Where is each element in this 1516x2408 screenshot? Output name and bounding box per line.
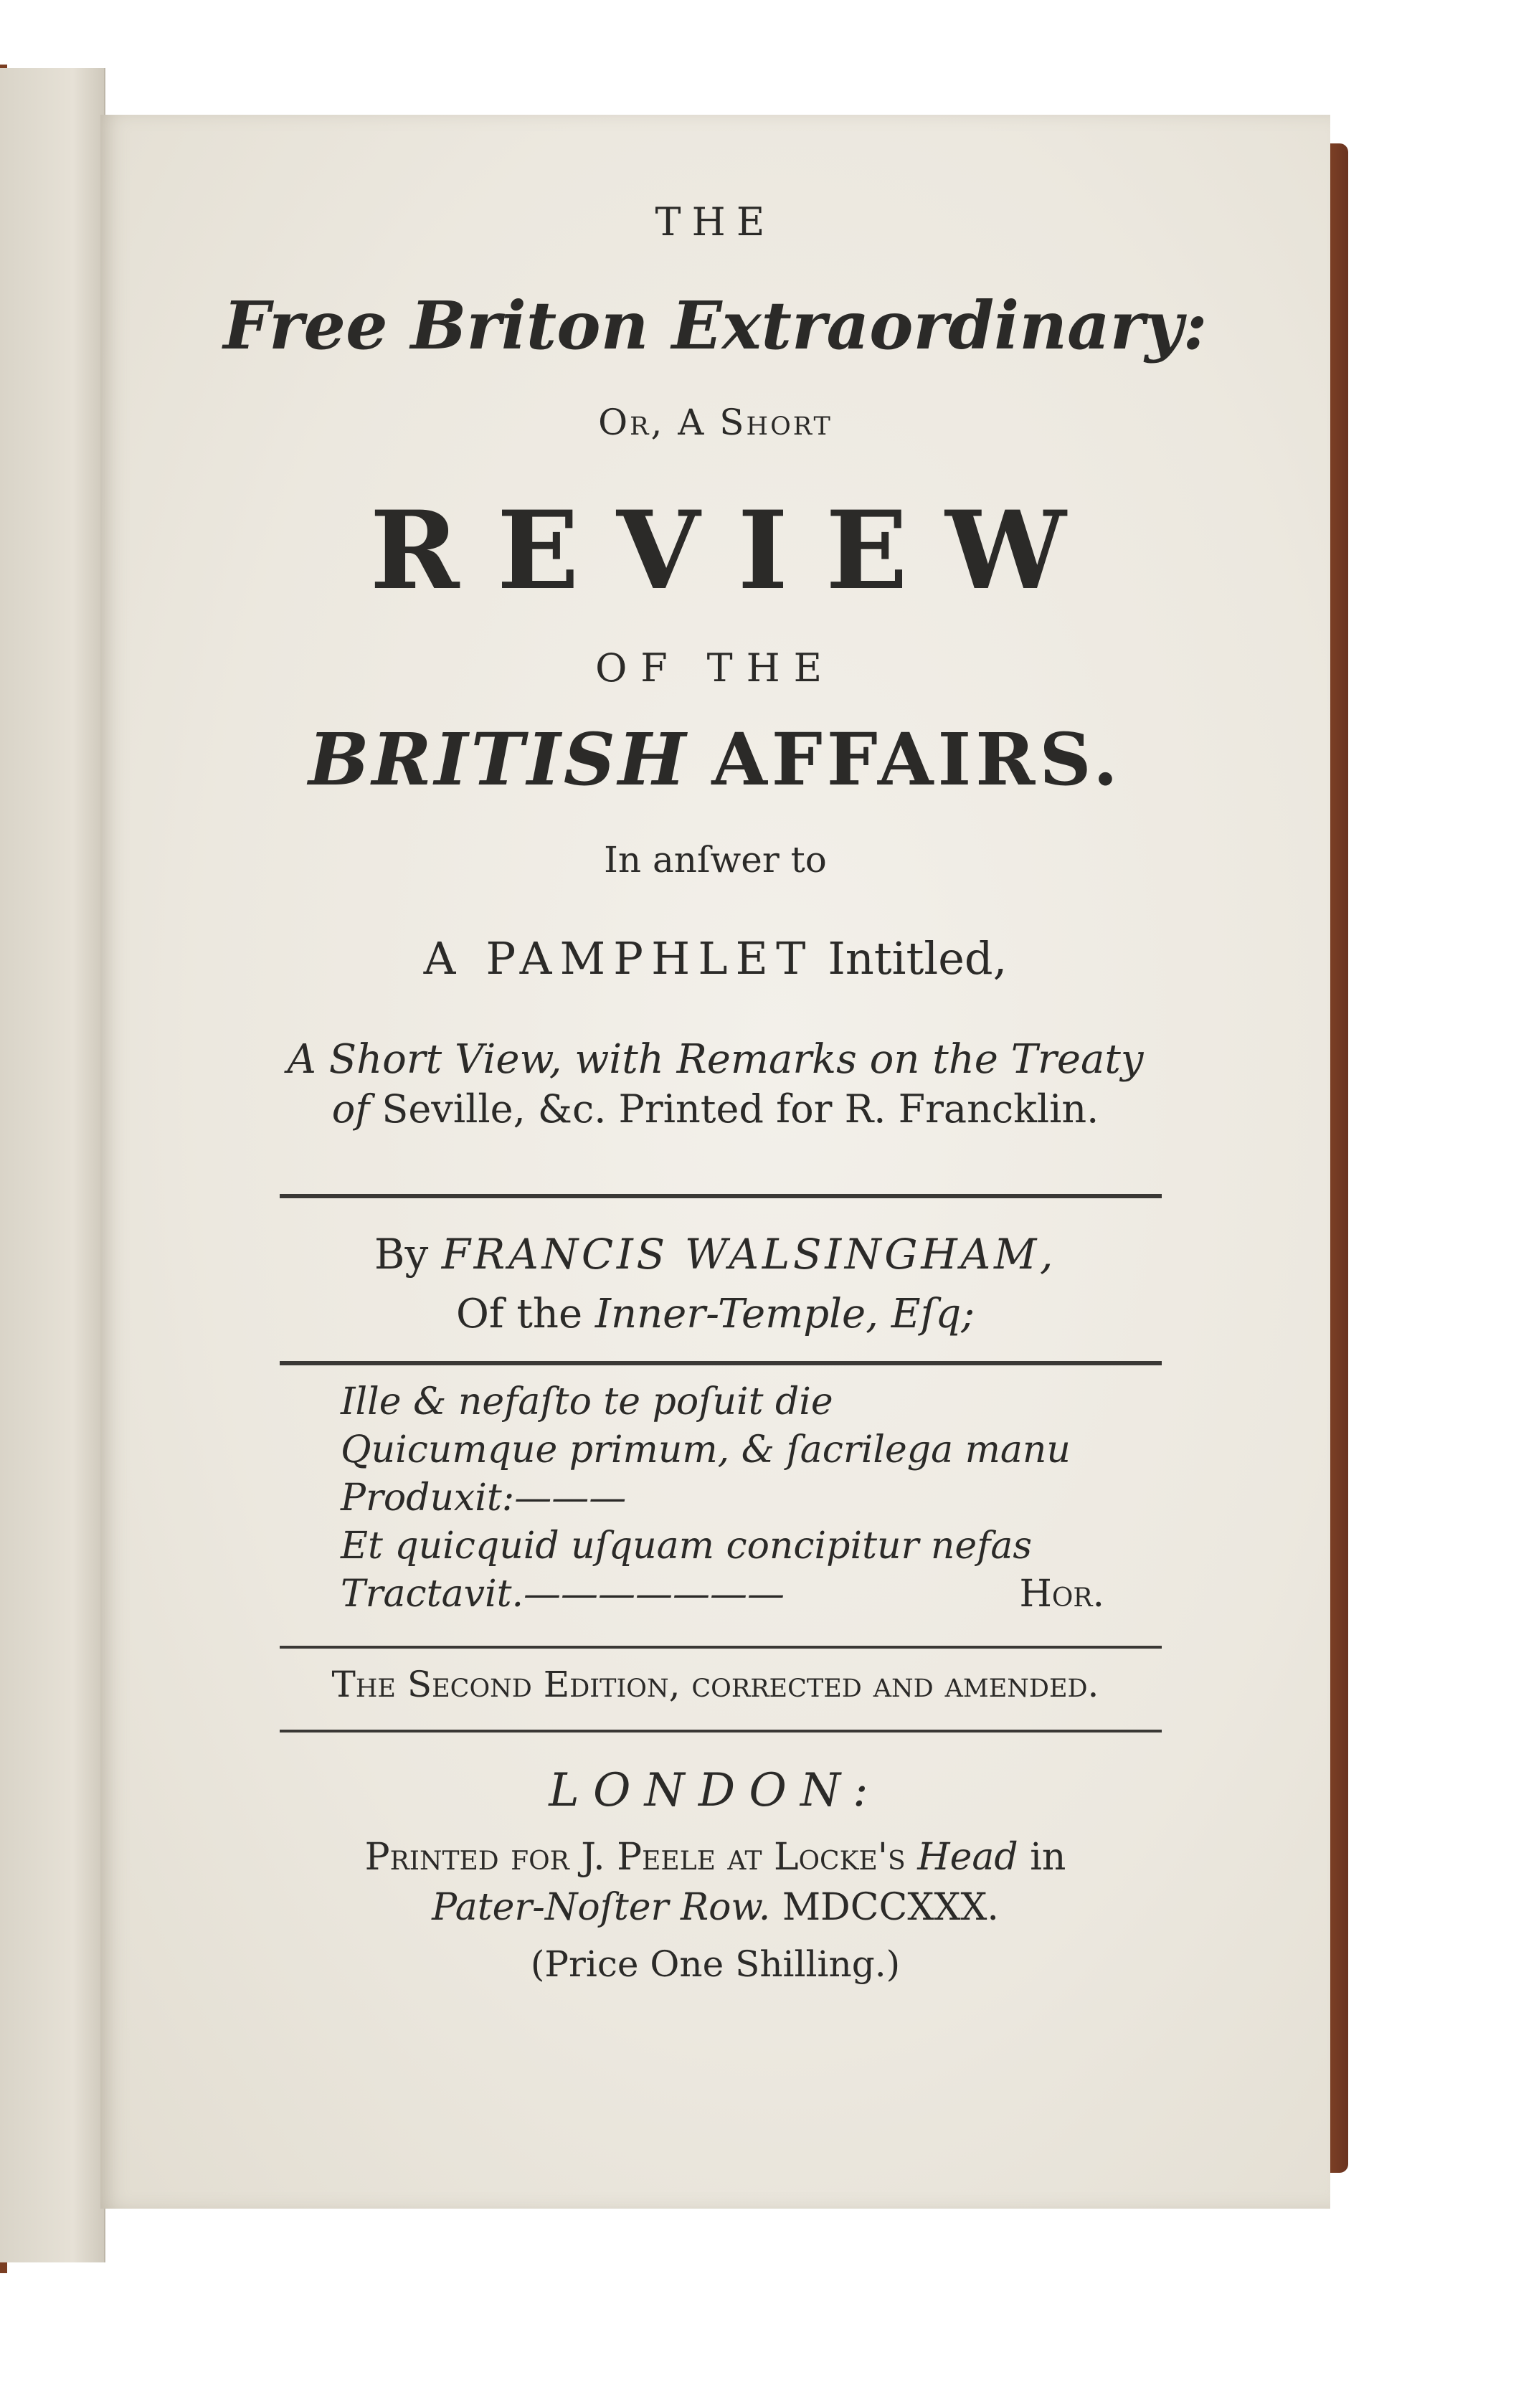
title-of-the: OF THE: [595, 645, 835, 691]
rule-2: [280, 1361, 1162, 1365]
imprint-in: in: [1030, 1836, 1066, 1879]
author-inner-temple: Inner-Temple, Eſq;: [594, 1291, 975, 1337]
imprint-printed-line: [100, 1836, 1330, 1879]
imprint-row: Pater-Noſter Row.: [432, 1886, 771, 1929]
title-page: [100, 115, 1330, 2209]
rule-1: [280, 1194, 1162, 1198]
title-or-a-short: Or, A Short: [598, 402, 833, 443]
title-review: REVIEW: [369, 488, 1104, 614]
imprint-city: LONDON:: [549, 1764, 882, 1817]
motto-line-1: Ille & nefaſto te poſuit die: [341, 1380, 833, 1423]
author-line: [100, 1230, 1330, 1279]
motto-line-4: Et quicquid uſquam concipitur nefas: [341, 1525, 1033, 1568]
author-name: FRANCIS WALSINGHAM,: [441, 1230, 1057, 1279]
in-answer-to: In anſwer to: [604, 839, 827, 881]
rule-3: [280, 1646, 1162, 1649]
seville-printed: Seville, &c. Printed for R. Francklin.: [382, 1086, 1099, 1132]
edition-line: The Second Edition, corrected and amended.: [331, 1664, 1099, 1705]
motto-line-3: Produxit:———: [341, 1476, 627, 1520]
imprint-row-line: [100, 1886, 1330, 1929]
motto-line-2: Quicumque primum, & ſacrilega manu: [341, 1428, 1071, 1471]
imprint-head: Head: [917, 1836, 1018, 1879]
author-of-the: Of the: [455, 1291, 583, 1337]
seville-line: [100, 1086, 1330, 1132]
motto-line-5: [341, 1573, 1104, 1616]
motto-tractavit: Tractavit.———————: [341, 1573, 785, 1616]
pamphlet-line: [100, 932, 1330, 985]
imprint-year: MDCCXXX.: [782, 1886, 999, 1929]
title-british: BRITISH: [308, 717, 689, 802]
title-main: Free Briton Extraordinary:: [223, 287, 1208, 364]
author-inner-temple-line: [100, 1291, 1330, 1337]
short-view-line: A Short View, with Remarks on the Treaty: [287, 1036, 1144, 1083]
rule-4: [280, 1730, 1162, 1732]
imprint-printed-for: Printed for J. Peele at Locke's: [364, 1836, 906, 1879]
imprint-price: (Price One Shilling.): [530, 1943, 901, 1985]
left-page: [0, 68, 105, 2262]
motto-attribution: Hor.: [1019, 1573, 1104, 1616]
author-by: By: [374, 1230, 429, 1279]
pamphlet: A PAMPHLET: [423, 932, 814, 985]
title-affairs: AFFAIRS.: [711, 717, 1122, 802]
intitled: Intitled,: [828, 932, 1008, 985]
title-the: THE: [655, 199, 776, 245]
title-british-affairs: [100, 717, 1330, 802]
seville-of: of: [331, 1086, 370, 1132]
